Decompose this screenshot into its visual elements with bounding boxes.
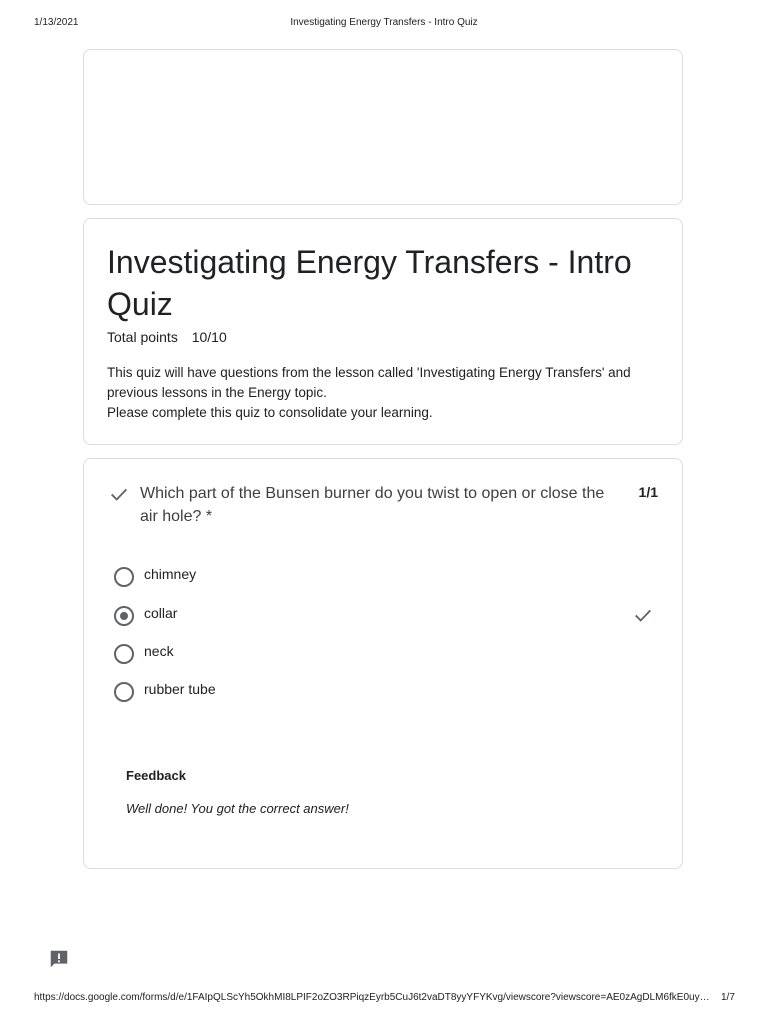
radio-dot [120,612,128,620]
radio-button[interactable] [114,644,134,664]
check-icon [108,483,130,505]
print-date: 1/13/2021 [34,17,79,28]
description-line: Please complete this quiz to consolidate your learning. [107,405,433,420]
print-title: Investigating Energy Transfers - Intro Quiz [290,17,478,28]
question-card [83,458,683,869]
radio-button[interactable] [114,567,134,587]
correct-check-icon [632,604,654,626]
option-label: chimney [144,566,197,582]
page-number: 1/7 [721,992,735,1003]
print-footer [0,992,768,1006]
option-chimney[interactable] [114,565,664,589]
form-description [107,363,667,423]
option-neck[interactable] [114,642,664,666]
option-label: neck [144,643,174,659]
form-title: Investigating Energy Transfers - Intro Quiz [107,244,632,322]
radio-button[interactable] [114,682,134,702]
description-line: This quiz will have questions from the lesson called 'Investigating Energy Transfers' and [107,365,631,380]
question-score: 1/1 [638,484,658,500]
header-banner [83,49,683,205]
option-rubber-tube[interactable] [114,680,664,704]
total-points-value: 10/10 [191,329,227,345]
radio-button-selected[interactable] [114,606,134,626]
description-line: previous lessons in the Energy topic. [107,385,327,400]
feedback-title: Feedback [126,768,186,783]
option-collar[interactable] [114,604,664,628]
page-url: https://docs.google.com/forms/d/e/1FAIpQLScYh5OkhMI8LPIF2oZO3RPiqzEyrb5CuJ6t2vaDT8yyYFYKvg/viewscore?viewscore=AE0zAgDLM6fkE0uy… [34,992,710,1003]
option-label: rubber tube [144,681,216,697]
print-header [0,17,768,31]
question-text: Which part of the Bunsen burner do you twist to open or close the air hole? * [140,485,605,525]
feedback-text: Well done! You got the correct answer! [126,801,349,816]
total-points [107,329,227,345]
option-label: collar [144,605,178,621]
total-points-label: Total points [107,329,178,345]
report-problem-icon[interactable] [48,948,70,970]
intro-card [83,218,683,445]
